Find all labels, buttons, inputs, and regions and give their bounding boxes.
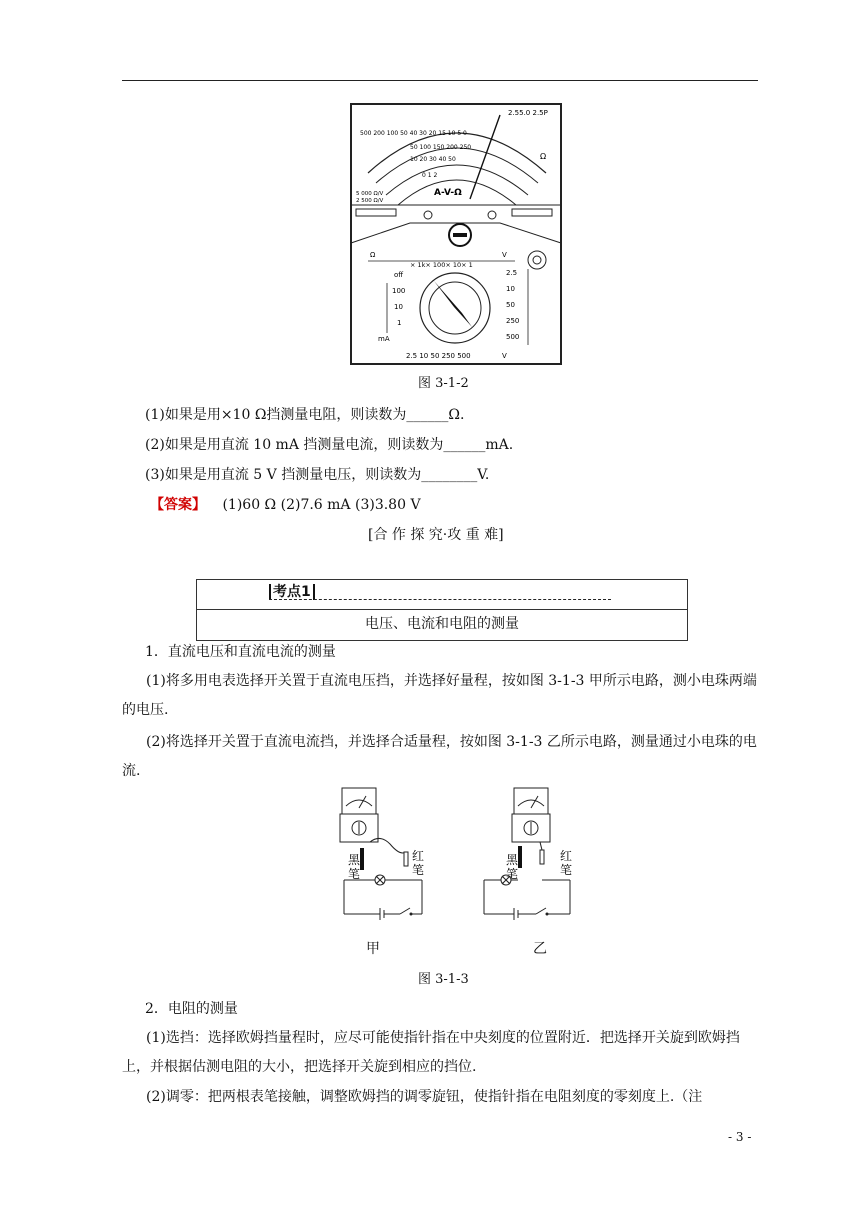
question-3: (3)如果是用直流 5 V 挡测量电压，则读数为________V. xyxy=(145,467,490,483)
s2-paragraph-2: (2)调零：把两根表笔接触，调整欧姆挡的调零旋钮，使指针指在电阻刻度的零刻度上.（注 xyxy=(146,1089,703,1105)
s2-heading: 2．电阻的测量 xyxy=(145,1001,238,1017)
svg-text:50 100 150 200 250: 50 100 150 200 250 xyxy=(410,144,472,151)
switch-right-label: 500 xyxy=(506,333,520,341)
circuit-label-left: 甲 xyxy=(366,941,380,957)
black-pen-label: 笔 xyxy=(348,867,361,881)
s1-paragraph-2: (2)将选择开关置于直流电流挡，并选择合适量程，按如图 3-1-3 乙所示电路，测量通过小电珠的电流. xyxy=(122,734,757,779)
red-pen-label: 红 xyxy=(560,849,573,863)
red-pen-label: 笔 xyxy=(560,863,573,877)
page-number: - 3 - xyxy=(728,1130,752,1144)
red-pen-label: 笔 xyxy=(412,863,425,877)
circuit-left xyxy=(340,788,424,920)
s1-paragraph-1: (1)将多用电表选择开关置于直流电压挡，并选择好量程，按如图 3-1-3 甲所示电路，测小电珠两端的电压. xyxy=(122,673,757,718)
black-pen-label: 黑 xyxy=(348,853,361,867)
switch-right-label: 2.5 xyxy=(506,269,518,277)
switch-right-label: 250 xyxy=(506,317,520,325)
s1-heading: 1．直流电压和直流电流的测量 xyxy=(145,644,336,660)
question-1: (1)如果是用×10 Ω挡测量电阻，则读数为______Ω. xyxy=(145,407,465,423)
dial-top-right: 2.55.0 2.5P xyxy=(508,109,548,117)
dial-scale-top: 500 200 100 50 40 30 20 15 10 5 0 xyxy=(360,130,467,137)
switch-left-label: 10 xyxy=(394,303,403,311)
circuit-label-right: 乙 xyxy=(533,941,547,957)
black-pen-label: 笔 xyxy=(506,867,519,881)
multimeter-figure xyxy=(350,103,562,365)
s2-paragraph-1: (1)选挡：选择欧姆挡量程时，应尽可能使指针指在中央刻度的位置附近．把选择开关旋到欧姆挡上，并根据估测电阻的大小，把选择开关旋到相应的挡位. xyxy=(122,1030,740,1075)
figure2-caption: 图 3-1-3 xyxy=(418,972,469,987)
svg-text:0 1 2: 0 1 2 xyxy=(422,172,438,179)
red-pen-label: 红 xyxy=(412,849,425,863)
section-header: [合 作 探 究·攻 重 难] xyxy=(368,527,504,543)
switch-multipliers: × 1k× 100× 10× 1 xyxy=(410,261,473,269)
kaodian-label: 考点1 xyxy=(269,584,315,600)
switch-left-label: off xyxy=(394,271,404,279)
answer-tag: 【答案】 xyxy=(150,497,206,513)
switch-right-label: 10 xyxy=(506,285,515,293)
svg-text:10 20 30 40 50: 10 20 30 40 50 xyxy=(410,156,456,163)
dial-omega-label: Ω xyxy=(540,152,547,161)
switch-v-label: V xyxy=(502,251,507,259)
switch-left-label: 100 xyxy=(392,287,406,295)
dial-center-label: A-V-Ω xyxy=(434,188,462,198)
answer-line xyxy=(150,494,421,514)
figure1-caption: 图 3-1-2 xyxy=(418,376,469,391)
switch-bottom-labels: 2.5 10 50 250 500 xyxy=(406,352,471,360)
switch-bottom-unit: V xyxy=(502,352,507,360)
question-2: (2)如果是用直流 10 mA 挡测量电流，则读数为______mA. xyxy=(145,437,514,453)
dial-spec2: 2 500 Ω/V xyxy=(356,198,384,204)
circuit-figure xyxy=(330,784,580,924)
dial-spec1: 5 000 Ω/V xyxy=(356,191,384,197)
switch-left-unit: mA xyxy=(378,335,390,343)
circuit-right xyxy=(484,788,572,920)
switch-right-label: 50 xyxy=(506,301,515,309)
kaodian-title: 电压、电流和电阻的测量 xyxy=(365,616,519,632)
black-pen-label: 黑 xyxy=(506,853,519,867)
header-rule xyxy=(122,80,758,81)
kaodian-box xyxy=(196,579,688,641)
answer-text: (1)60 Ω (2)7.6 mA (3)3.80 V xyxy=(222,497,421,513)
switch-omega-label: Ω xyxy=(370,251,376,259)
switch-left-label: 1 xyxy=(397,319,402,327)
